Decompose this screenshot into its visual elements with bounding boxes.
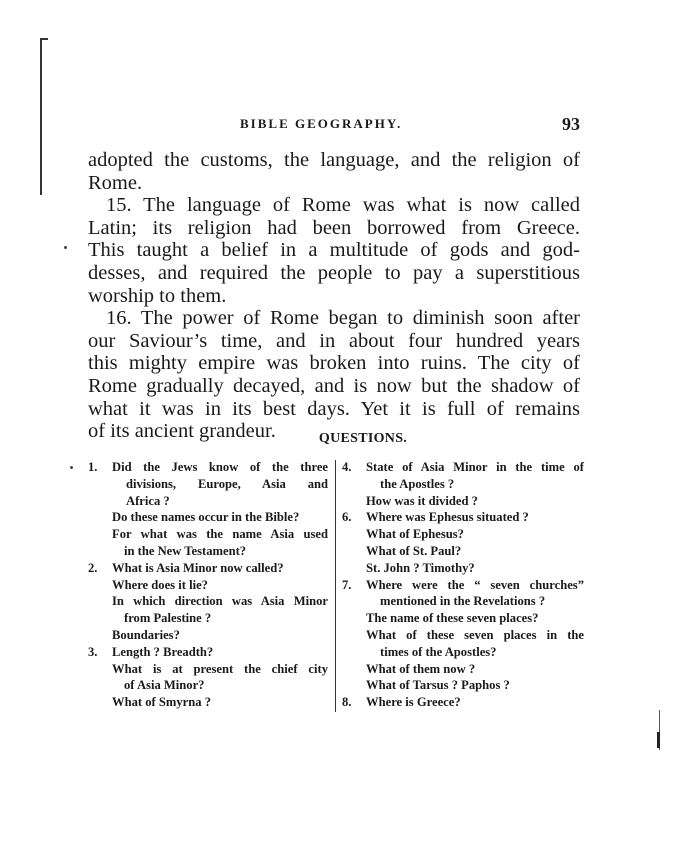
questions-left-column <box>88 459 328 711</box>
question-6 <box>342 509 584 526</box>
question-line: What of these seven places in the <box>366 627 584 642</box>
text-line: worship to them. <box>88 284 227 307</box>
margin-bracket-mark <box>40 38 48 195</box>
question-line: Boundaries? <box>112 627 180 642</box>
question-number: 3. <box>88 644 98 659</box>
question-line: What is Asia Minor now called? <box>112 560 284 575</box>
question-line: What of St. Paul? <box>366 543 462 558</box>
question-line: St. John ? Timothy? <box>366 560 475 575</box>
question-line: For what was the name Asia used <box>112 527 328 542</box>
running-head <box>88 114 580 136</box>
question-number: 8. <box>342 695 352 710</box>
text-line: desses, and required the people to pay a superstitious <box>88 261 580 284</box>
question-line: What of them now ? <box>366 661 476 676</box>
question-line: Where was Ephesus situated ? <box>366 510 529 525</box>
question-7 <box>342 577 584 594</box>
margin-dot-mark <box>64 246 67 249</box>
question-line: Did the Jews know of the three <box>112 460 328 474</box>
text-line: what it was in its best days. Yet it is full of remains <box>88 397 580 420</box>
question-number: 1. <box>88 460 98 474</box>
text-line: This taught a belief in a multitude of gods and god- <box>88 239 580 262</box>
question-line: Do these names occur in the Bible? <box>112 510 300 525</box>
margin-dot-mark <box>70 466 73 469</box>
question-line: in the New Testament? <box>124 543 247 558</box>
text-line: Rome gradually decayed, and is now but the shadow of <box>88 374 580 397</box>
question-line: Length ? Breadth? <box>112 644 214 659</box>
question-number: 4. <box>342 460 352 474</box>
question-line: What of Smyrna ? <box>112 695 212 710</box>
question-line: Where is Greece? <box>366 695 461 710</box>
question-number: 6. <box>342 510 352 525</box>
text-line: adopted the customs, the language, and the religion of <box>88 149 580 171</box>
margin-line-mark <box>657 732 660 748</box>
text-line: Latin; its religion had been borrowed from Greece. <box>88 216 580 239</box>
column-divider <box>335 460 336 712</box>
text-line: our Saviour’s time, and in about four hundred years <box>88 329 580 352</box>
question-2 <box>88 560 328 577</box>
question-line: What of Tarsus ? Paphos ? <box>366 678 510 693</box>
question-line: State of Asia Minor in the time of <box>366 460 584 474</box>
text-line: 16. The power of Rome began to diminish soon after <box>106 307 580 330</box>
question-8 <box>342 694 584 711</box>
question-line: In which direction was Asia Minor <box>112 594 328 609</box>
question-line: How was it divided ? <box>366 493 478 508</box>
question-line: Africa ? <box>126 493 170 508</box>
question-line: of Asia Minor? <box>124 678 205 693</box>
question-line: What of Ephesus? <box>366 527 464 542</box>
question-number: 2. <box>88 560 98 575</box>
text-line: Rome. <box>88 171 143 194</box>
body-text <box>88 149 580 443</box>
page-number: 93 <box>562 114 580 134</box>
question-line: mentioned in the Revelations ? <box>380 594 546 609</box>
question-line: Where were the “ seven churches” <box>366 577 584 592</box>
question-line: The name of these seven places? <box>366 611 539 626</box>
question-line: Where does it lie? <box>112 577 208 592</box>
question-number: 7. <box>342 577 352 592</box>
question-line: What is at present the chief city <box>112 661 328 676</box>
questions-heading <box>0 431 698 447</box>
text-line: of its ancient grandeur. <box>88 420 276 443</box>
question-line: divisions, Europe, Asia and <box>126 476 328 491</box>
questions-right-column <box>342 459 584 711</box>
question-line: from Palestine ? <box>124 611 212 626</box>
question-line: times of the Apostles? <box>380 644 497 659</box>
question-line: the Apostles ? <box>380 476 455 491</box>
running-title: BIBLE GEOGRAPHY. <box>240 116 403 131</box>
question-1 <box>88 459 328 476</box>
text-line: 15. The language of Rome was what is now called <box>106 194 580 217</box>
text-line: this mighty empire was broken into ruins. The city of <box>88 352 580 375</box>
question-3 <box>88 644 328 661</box>
question-4 <box>342 459 584 476</box>
questions-heading-label: QUESTIONS. <box>318 431 408 446</box>
